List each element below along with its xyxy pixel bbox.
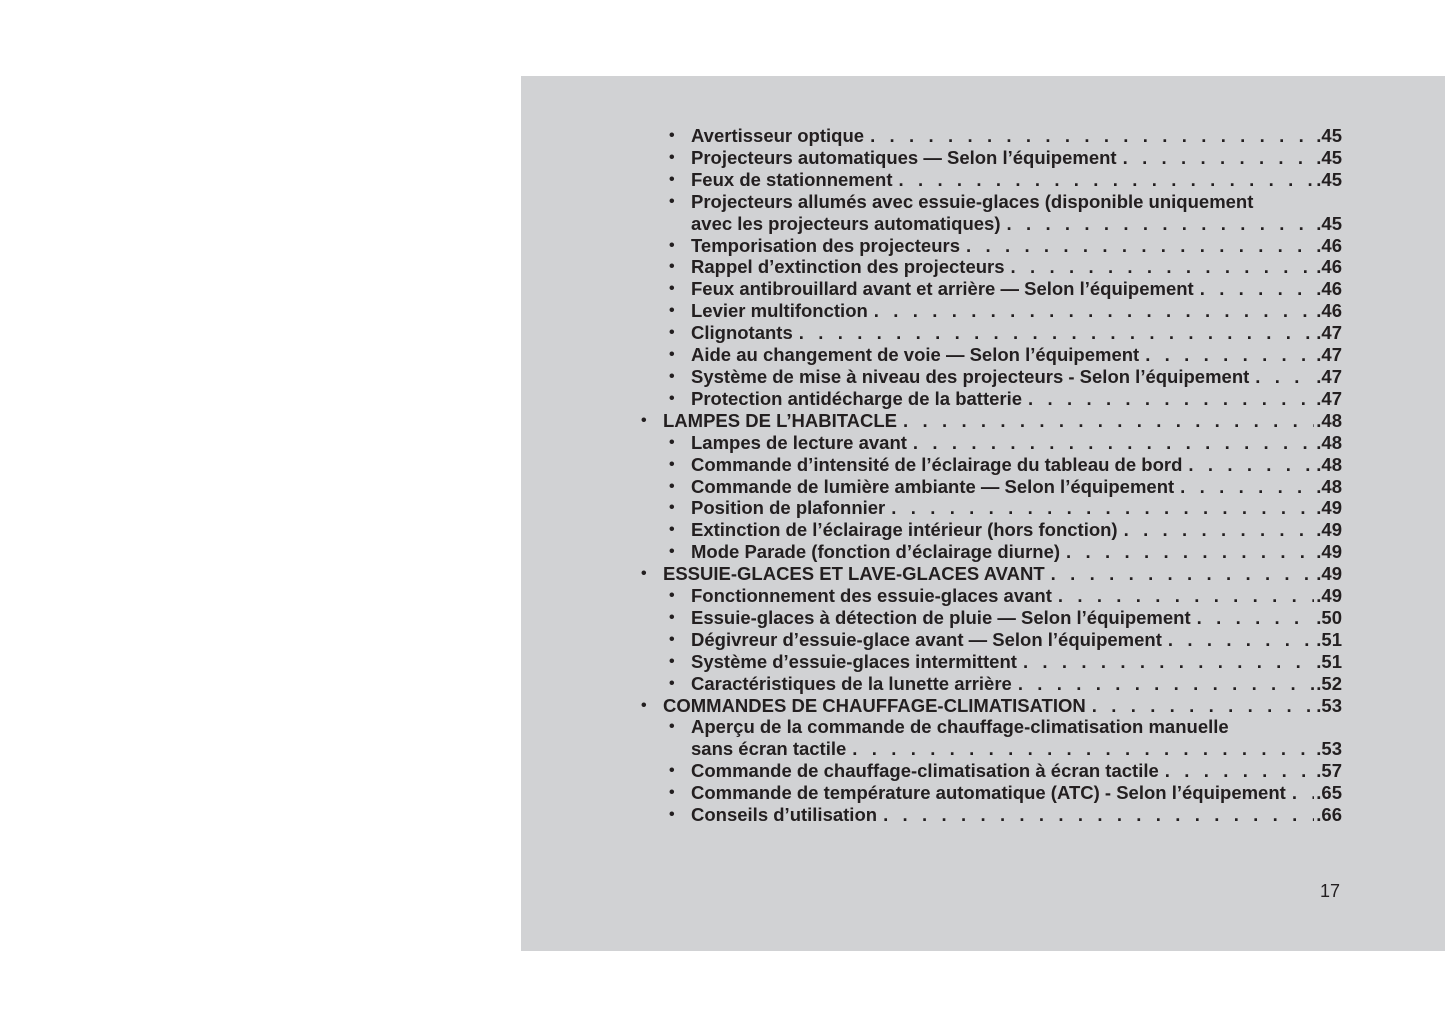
bullet-icon: • — [669, 674, 675, 692]
toc-subentry — [640, 585, 1342, 607]
toc-entry-title: Rappel d’extinction des projecteurs — [691, 256, 1005, 278]
dot-leader — [1200, 278, 1315, 300]
toc-subentry — [640, 476, 1342, 498]
bullet-icon: • — [669, 477, 675, 495]
toc-page-number: .45 — [1316, 146, 1342, 168]
toc-entry-title: Temporisation des projecteurs — [691, 234, 960, 256]
toc-page-number: .49 — [1316, 497, 1342, 519]
toc-page-number: .46 — [1316, 300, 1342, 322]
toc-entry-title: Mode Parade (fonction d’éclairage diurne) — [691, 541, 1061, 563]
bullet-icon: • — [669, 367, 675, 385]
bullet-icon: • — [669, 784, 675, 802]
dot-leader — [1188, 454, 1314, 476]
bullet-icon: • — [669, 806, 675, 824]
bullet-icon: • — [669, 455, 675, 473]
bullet-icon: • — [669, 170, 675, 188]
toc-subentry — [640, 651, 1342, 673]
dot-leader — [1180, 476, 1314, 498]
dot-leader — [1051, 563, 1315, 585]
bullet-icon: • — [669, 236, 675, 254]
bullet-icon: • — [669, 148, 675, 166]
toc-entry-title: Conseils d’utilisation — [691, 804, 878, 826]
toc-subentry — [640, 278, 1342, 300]
dot-leader — [852, 738, 1314, 760]
page-number: 17 — [1320, 881, 1341, 901]
toc-subentry — [640, 519, 1342, 541]
toc-subentry — [640, 497, 1342, 519]
toc-entry-title: COMMANDES DE CHAUFFAGE-CLIMATISATION — [663, 694, 1086, 716]
toc-entry-title: avec les projecteurs automatiques) — [691, 212, 1001, 234]
toc-entry-title: Système de mise à niveau des projecteurs - Selon l’équipement — [691, 365, 1250, 387]
bullet-icon: • — [641, 565, 647, 583]
dot-leader — [874, 300, 1314, 322]
bullet-icon: • — [641, 696, 647, 714]
toc-entry-title: Commande de chauffage-climatisation à écran tactile — [691, 760, 1159, 782]
dot-leader — [1006, 213, 1314, 235]
toc-subentry — [640, 629, 1342, 651]
bullet-icon: • — [669, 718, 675, 736]
bullet-icon: • — [669, 762, 675, 780]
toc-section-entry — [640, 563, 1342, 585]
dot-leader — [1292, 782, 1314, 804]
toc-subentry — [640, 716, 1342, 760]
dot-leader — [966, 235, 1314, 257]
toc-page-number: .45 — [1316, 125, 1342, 146]
toc-page-number: .53 — [1316, 738, 1342, 760]
dot-leader — [1255, 366, 1314, 388]
dot-leader — [1165, 760, 1315, 782]
toc-subentry — [640, 782, 1342, 804]
toc-subentry — [640, 432, 1342, 454]
dot-leader — [1066, 541, 1314, 563]
toc-page-number: .49 — [1316, 563, 1342, 585]
dot-leader — [1168, 629, 1314, 651]
toc-section-entry — [640, 695, 1342, 717]
dot-leader — [1058, 585, 1314, 607]
dot-leader — [1123, 147, 1315, 169]
toc-entry-title: Projecteurs allumés avec essuie-glaces (disponible uniquement — [691, 190, 1254, 212]
toc-entry-title: Feux de stationnement — [691, 168, 893, 190]
toc-section-entry — [640, 410, 1342, 432]
dot-leader — [898, 169, 1314, 191]
toc-page-number: .52 — [1316, 672, 1342, 694]
toc-page-number: .48 — [1316, 475, 1342, 497]
toc-subentry — [640, 760, 1342, 782]
toc-entry-title: Commande d’intensité de l’éclairage du tableau de bord — [691, 453, 1183, 475]
toc-entry-title: Feux antibrouillard avant et arrière — Selon l’équipement — [691, 278, 1194, 300]
toc-entry-title: Caractéristiques de la lunette arrière — [691, 672, 1012, 694]
toc-entry-title: Système d’essuie-glaces intermittent — [691, 650, 1017, 672]
toc-subentry — [640, 607, 1342, 629]
toc-entry-title: ESSUIE-GLACES ET LAVE-GLACES AVANT — [663, 563, 1045, 585]
toc-entry-title: Protection antidécharge de la batterie — [691, 387, 1023, 409]
bullet-icon: • — [669, 127, 675, 144]
toc-entry-title: Levier multifonction — [691, 300, 868, 322]
toc-page-number: .53 — [1316, 694, 1342, 716]
dot-leader — [1028, 388, 1314, 410]
toc-subentry — [640, 256, 1342, 278]
toc-entry-title: Projecteurs automatiques — Selon l’équipement — [691, 146, 1117, 168]
toc-page-number: .49 — [1316, 519, 1342, 541]
bullet-icon: • — [669, 433, 675, 451]
dot-leader — [1023, 651, 1314, 673]
toc-page-number: .51 — [1316, 650, 1342, 672]
bullet-icon: • — [669, 630, 675, 648]
toc-page-number: .50 — [1316, 606, 1342, 628]
bullet-icon: • — [669, 608, 675, 626]
toc-entry-title: Commande de lumière ambiante — Selon l’équipement — [691, 475, 1175, 497]
toc-subentry — [640, 454, 1342, 476]
toc-page-number: .47 — [1316, 387, 1342, 409]
toc-entry-title: LAMPES DE L’HABITACLE — [663, 409, 897, 431]
dot-leader — [799, 322, 1315, 344]
toc-subentry — [640, 191, 1342, 235]
toc-subentry — [640, 322, 1342, 344]
toc-page-number: .47 — [1316, 344, 1342, 366]
toc-subentry — [640, 147, 1342, 169]
toc-entry-title: Dégivreur d’essuie-glace avant — Selon l’équipement — [691, 628, 1162, 650]
toc-page-number: .51 — [1316, 628, 1342, 650]
toc-page-number: .46 — [1316, 278, 1342, 300]
bullet-icon: • — [669, 389, 675, 407]
bullet-icon: • — [669, 346, 675, 364]
toc-page-number: .49 — [1316, 585, 1342, 607]
toc-subentry — [640, 344, 1342, 366]
toc-entry-title: Aperçu de la commande de chauffage-climatisation manuelle — [691, 716, 1229, 738]
bullet-icon: • — [669, 258, 675, 276]
dot-leader — [913, 432, 1314, 454]
dot-leader — [883, 804, 1314, 826]
toc-page-number: .47 — [1316, 322, 1342, 344]
toc-page-number: .66 — [1316, 804, 1342, 826]
toc-subentry — [640, 673, 1342, 695]
toc-page-number: .48 — [1316, 453, 1342, 475]
toc-page-number: .45 — [1316, 168, 1342, 190]
bullet-icon: • — [669, 280, 675, 298]
dot-leader — [1092, 695, 1315, 717]
dot-leader — [1197, 607, 1315, 629]
toc-subentry — [640, 366, 1342, 388]
toc-page-number: .49 — [1316, 541, 1342, 563]
toc-page-number: .46 — [1316, 256, 1342, 278]
toc-entry-title: Extinction de l’éclairage intérieur (hors fonction) — [691, 519, 1118, 541]
toc-subentry — [640, 235, 1342, 257]
bullet-icon: • — [669, 324, 675, 342]
toc-page-number: .46 — [1316, 234, 1342, 256]
table-of-contents — [640, 125, 1342, 826]
toc-entry-title: Essuie-glaces à détection de pluie — Selon l’équipement — [691, 606, 1191, 628]
toc-entry-title: Avertisseur optique — [691, 125, 865, 146]
bullet-icon: • — [669, 499, 675, 517]
toc-page-number: .57 — [1316, 760, 1342, 782]
toc-page-number: .65 — [1316, 782, 1342, 804]
toc-page-number: .48 — [1316, 431, 1342, 453]
bullet-icon: • — [669, 192, 675, 210]
toc-subentry — [640, 169, 1342, 191]
dot-leader — [1145, 344, 1314, 366]
bullet-icon: • — [669, 652, 675, 670]
toc-entry-title: Aide au changement de voie — Selon l’équipement — [691, 344, 1140, 366]
bullet-icon: • — [641, 411, 647, 429]
toc-entry-title: Lampes de lecture avant — [691, 431, 907, 453]
dot-leader — [1124, 519, 1315, 541]
dot-leader — [1011, 256, 1315, 278]
toc-subentry — [640, 388, 1342, 410]
toc-entry-title: Fonctionnement des essuie-glaces avant — [691, 585, 1052, 607]
toc-page-number: .47 — [1316, 365, 1342, 387]
toc-entry-title: sans écran tactile — [691, 738, 847, 760]
toc-entry-title: Position de plafonnier — [691, 497, 886, 519]
bullet-icon: • — [669, 302, 675, 320]
dot-leader — [870, 125, 1314, 147]
toc-entry-title: Commande de température automatique (ATC) - Selon l’équipement — [691, 782, 1286, 804]
dot-leader — [1018, 673, 1314, 695]
toc-subentry — [640, 125, 1342, 147]
toc-subentry — [640, 300, 1342, 322]
toc-page-number: .48 — [1316, 409, 1342, 431]
toc-page-number: .45 — [1316, 212, 1342, 234]
toc-subentry — [640, 541, 1342, 563]
dot-leader — [903, 410, 1314, 432]
bullet-icon: • — [669, 521, 675, 539]
dot-leader — [891, 497, 1314, 519]
bullet-icon: • — [669, 543, 675, 561]
bullet-icon: • — [669, 587, 675, 605]
toc-entry-title: Clignotants — [691, 322, 793, 344]
toc-subentry — [640, 804, 1342, 826]
